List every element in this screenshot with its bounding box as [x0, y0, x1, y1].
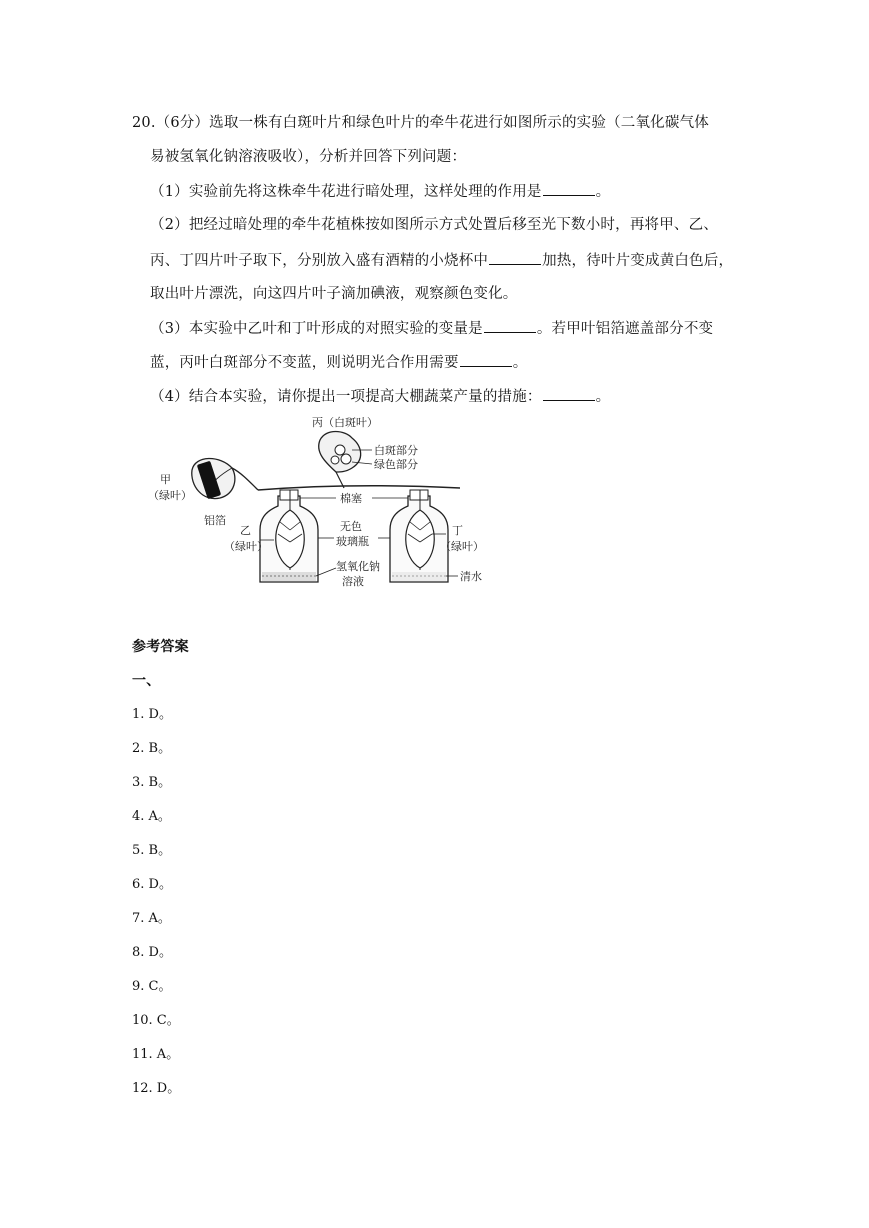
experiment-diagram	[140, 410, 484, 595]
answer-item: 4. A。	[132, 809, 171, 824]
plant-stem	[258, 486, 460, 490]
answer-item: 10. C。	[132, 1013, 180, 1028]
question-stem-line-1: 20.（6分）选取一株有白斑叶片和绿色叶片的牵牛花进行如图所示的实验（二氧化碳气体	[132, 115, 709, 131]
label-yi: 乙	[240, 524, 251, 537]
label-white-spot: 白斑部分	[374, 444, 418, 457]
sub-question-1: （1）实验前先将这株牵牛花进行暗处理，这样处理的作用是 。	[150, 181, 610, 202]
answers-section: 一、	[132, 673, 161, 689]
label-naoh-1: 氢氧化钠	[336, 560, 380, 573]
answer-item: 3. B。	[132, 775, 172, 790]
answer-blank	[543, 181, 595, 196]
question-stem-line-2: 易被氢氧化钠溶液吸收），分析并回答下列问题：	[150, 149, 467, 165]
answer-item: 11. A。	[132, 1047, 180, 1062]
label-ding: 丁	[452, 524, 463, 537]
answer-item: 5. B。	[132, 843, 172, 858]
answer-item: 9. C。	[132, 979, 172, 994]
answers-heading: 参考答案	[132, 639, 189, 655]
answer-item: 2. B。	[132, 741, 172, 756]
answer-blank	[484, 318, 536, 333]
clear-water	[392, 572, 446, 581]
label-yi-sub: （绿叶）	[224, 540, 268, 553]
label-naoh-2: 溶液	[342, 575, 364, 588]
label-jia-sub: （绿叶）	[148, 489, 192, 502]
label-bing: 丙（白斑叶）	[312, 416, 378, 429]
label-water: 清水	[460, 570, 482, 583]
label-bottle-1: 无色	[340, 520, 362, 533]
answer-item: 7. A。	[132, 911, 171, 926]
label-jia: 甲	[160, 473, 171, 486]
naoh-solution	[262, 572, 316, 581]
answer-blank	[543, 386, 595, 401]
sub-question-3-line-2: 蓝，丙叶白斑部分不变蓝，则说明光合作用需要 。	[150, 352, 527, 373]
label-green-part: 绿色部分	[374, 458, 418, 471]
sub-question-4: （4）结合本实验，请你提出一项提高大棚蔬菜产量的措施： 。	[150, 386, 610, 407]
answer-blank	[460, 352, 512, 367]
left-cotton-plug	[280, 490, 298, 500]
answer-item: 12. D。	[132, 1081, 181, 1096]
right-cotton-plug	[410, 490, 428, 500]
label-ding-sub: （绿叶）	[440, 540, 484, 553]
sub-question-3-line-1: （3）本实验中乙叶和丁叶形成的对照实验的变量是 。若甲叶铝箔遮盖部分不变	[150, 318, 713, 339]
label-foil: 铝箔	[204, 514, 226, 527]
answer-item: 6. D。	[132, 877, 172, 892]
answer-blank	[489, 250, 541, 265]
answer-item: 8. D。	[132, 945, 172, 960]
white-spot	[335, 445, 345, 455]
sub-question-2-line-2: 丙、丁四片叶子取下，分别放入盛有酒精的小烧杯中 加热，待叶片变成黄白色后，	[150, 250, 733, 271]
sub-question-2-line-3: 取出叶片漂洗，向这四片叶子滴加碘液，观察颜色变化。	[150, 286, 518, 302]
sub-question-2-line-1: （2）把经过暗处理的牵牛花植株按如图所示方式处置后移至光下数小时，再将甲、乙、	[150, 217, 719, 233]
label-cotton: 棉塞	[340, 492, 362, 505]
label-bottle-2: 玻璃瓶	[336, 535, 369, 548]
answer-item: 1. D。	[132, 707, 172, 722]
